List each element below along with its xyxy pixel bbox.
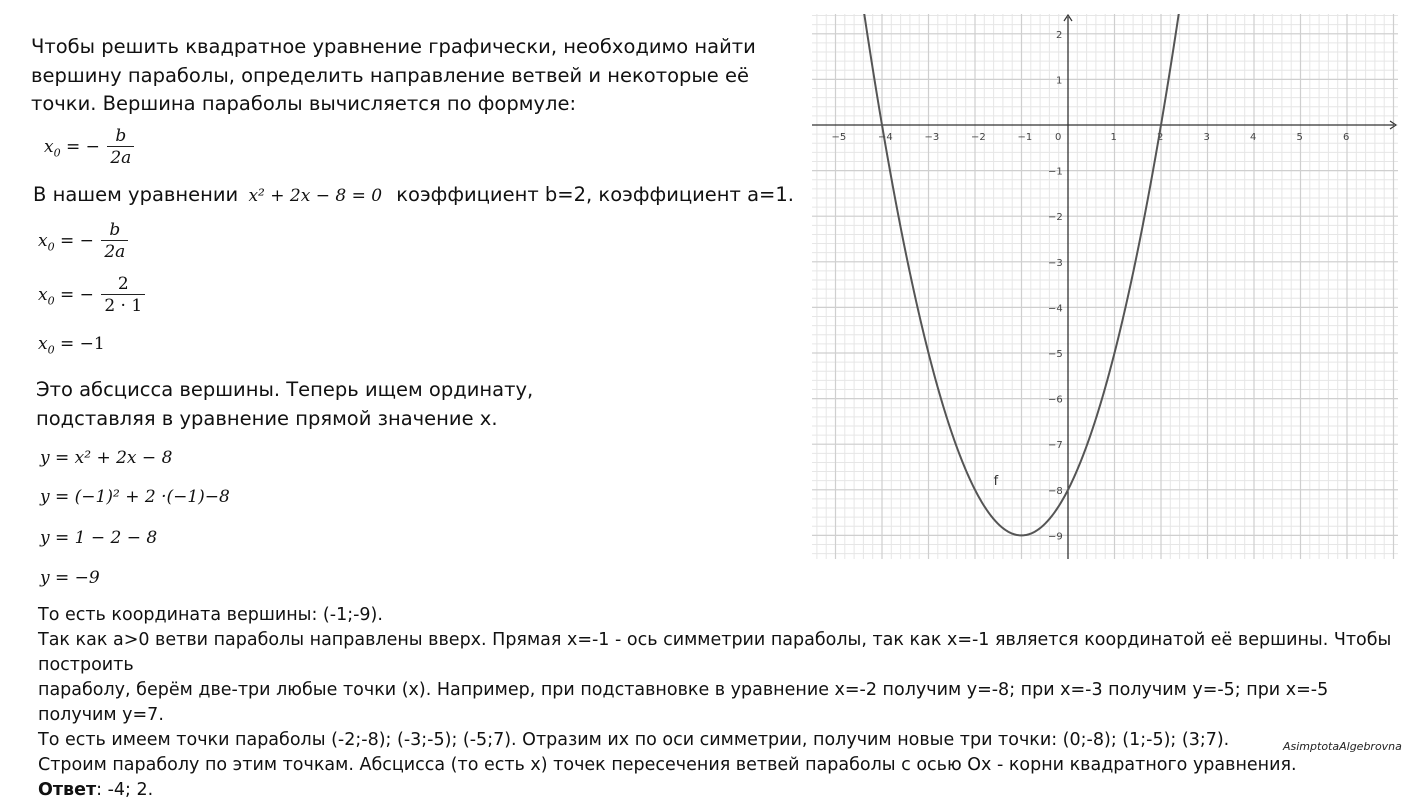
y-tick-label: −6 (1048, 394, 1063, 406)
formula-sub: 0 (53, 146, 61, 160)
formula-numerator: b (107, 126, 134, 147)
intro-line-3: точки. Вершина параболы вычисляется по формуле: (31, 92, 577, 115)
y-tick-label: −7 (1048, 440, 1063, 452)
x-step-2-den: 2 · 1 (104, 296, 143, 316)
y-step-2: y = (−1)² + 2 ·(−1)−8 (40, 487, 230, 507)
coefficients-line (33, 181, 794, 211)
curve-label: f (993, 474, 999, 490)
explanation-line-1: То есть координата вершины: (-1;-9). (38, 605, 383, 625)
explanation-line-3: параболу, берём две-три любые точки (x). Например, при подставновке в уравнение x=-2 получим y=-8; при x=-3 получим y=-5; при x=-5 получим y=7. (38, 680, 1329, 725)
x-tick-label: −4 (878, 132, 893, 143)
formula-fraction (107, 126, 134, 169)
x-tick-label: 0 (1055, 132, 1062, 143)
y-tick-label: −5 (1048, 349, 1063, 360)
x-tick-label: 4 (1250, 132, 1257, 143)
parabola-graph (812, 14, 1398, 559)
x-tick-label: −2 (971, 132, 986, 143)
y-tick-label: −1 (1048, 166, 1063, 178)
intro-line-2: вершину параболы, определить направление ветвей и некоторые её (31, 63, 749, 87)
x-tick-label: −5 (831, 132, 847, 143)
x-tick-label: −1 (1017, 132, 1033, 143)
coeff-suffix: коэффициент b=2, коэффициент a=1. (396, 183, 795, 206)
explanation-block (38, 603, 1408, 803)
abscissa-line-2: подставляя в уравнение прямой значение x. (36, 406, 498, 430)
x-step-1-fraction (101, 220, 128, 263)
vertex-formula (44, 126, 136, 169)
x-step-1-num: b (101, 220, 128, 241)
answer-value: : -4; 2. (96, 780, 154, 800)
abscissa-paragraph (36, 376, 556, 433)
y-tick-label: −9 (1048, 531, 1063, 543)
x-tick-label: 5 (1296, 132, 1303, 143)
formula-denominator: 2a (110, 148, 132, 168)
y-tick-label: 1 (1056, 75, 1063, 87)
axes (812, 15, 1396, 559)
y-step-1: y = x² + 2x − 8 (40, 448, 173, 468)
x-tick-label: 6 (1343, 132, 1350, 143)
answer-line (38, 778, 1408, 803)
x-tick-label: 3 (1203, 132, 1210, 143)
x-tick-label: −3 (924, 132, 940, 143)
answer-label: Ответ (38, 780, 97, 800)
coeff-prefix: В нашем уравнении (33, 183, 239, 206)
x-tick-label: 2 (1157, 132, 1164, 143)
intro-line-1: Чтобы решить квадратное уравнение графически, необходимо найти (31, 35, 756, 58)
x-step-3: $x_0 = -1$ (38, 334, 105, 357)
y-tick-label: −3 (1048, 257, 1063, 269)
intro-paragraph (31, 33, 791, 119)
x-step-2-num: 2 (101, 274, 145, 295)
x-step-2: $x_0$ = − $\frac{2}{2 \cdot 1}$ (38, 274, 147, 317)
formula-eq: = − (66, 137, 100, 157)
x-step-1: $x_0$ = − $\frac{b}{2a}$ (38, 220, 130, 263)
author-signature: AsimptotaAlgebrovna (1283, 740, 1402, 753)
x-step-3-value: −1 (79, 334, 105, 354)
x-tick-label: 1 (1110, 132, 1117, 143)
y-tick-label: 2 (1056, 29, 1063, 41)
grid-minor (812, 14, 1398, 559)
y-step-3: y = 1 − 2 − 8 (40, 528, 158, 548)
y-tick-label: −2 (1048, 212, 1063, 224)
explanation-line-5: Строим параболу по этим точкам. Абсцисса (то есть x) точек пересечения ветвей параболы с осью Ox - корни квадратного уравнения. (38, 755, 1297, 775)
explanation-line-4: То есть имеем точки параболы (-2;-8); (-3;-5); (-5;7). Отразим их по оси симметрии, получим новые три точки: (0;-8); (1;-5); (3;7). (38, 730, 1230, 750)
y-step-4: y = −9 (40, 568, 100, 588)
explanation-line-2: Так как а>0 ветви параболы направлены вверх. Прямая x=-1 - ось симметрии параболы, так как x=-1 является координатой её вершины. Чтобы построить (38, 630, 1392, 675)
coeff-equation: x² + 2x − 8 = 0 (248, 186, 383, 206)
y-tick-label: −8 (1048, 485, 1063, 497)
y-tick-label: −4 (1048, 303, 1063, 315)
x-step-1-den: 2a (104, 242, 126, 262)
x-step-2-fraction (101, 274, 145, 317)
formula-lhs: x (44, 137, 54, 157)
abscissa-line-1: Это абсцисса вершины. Теперь ищем ординату, (36, 378, 534, 401)
